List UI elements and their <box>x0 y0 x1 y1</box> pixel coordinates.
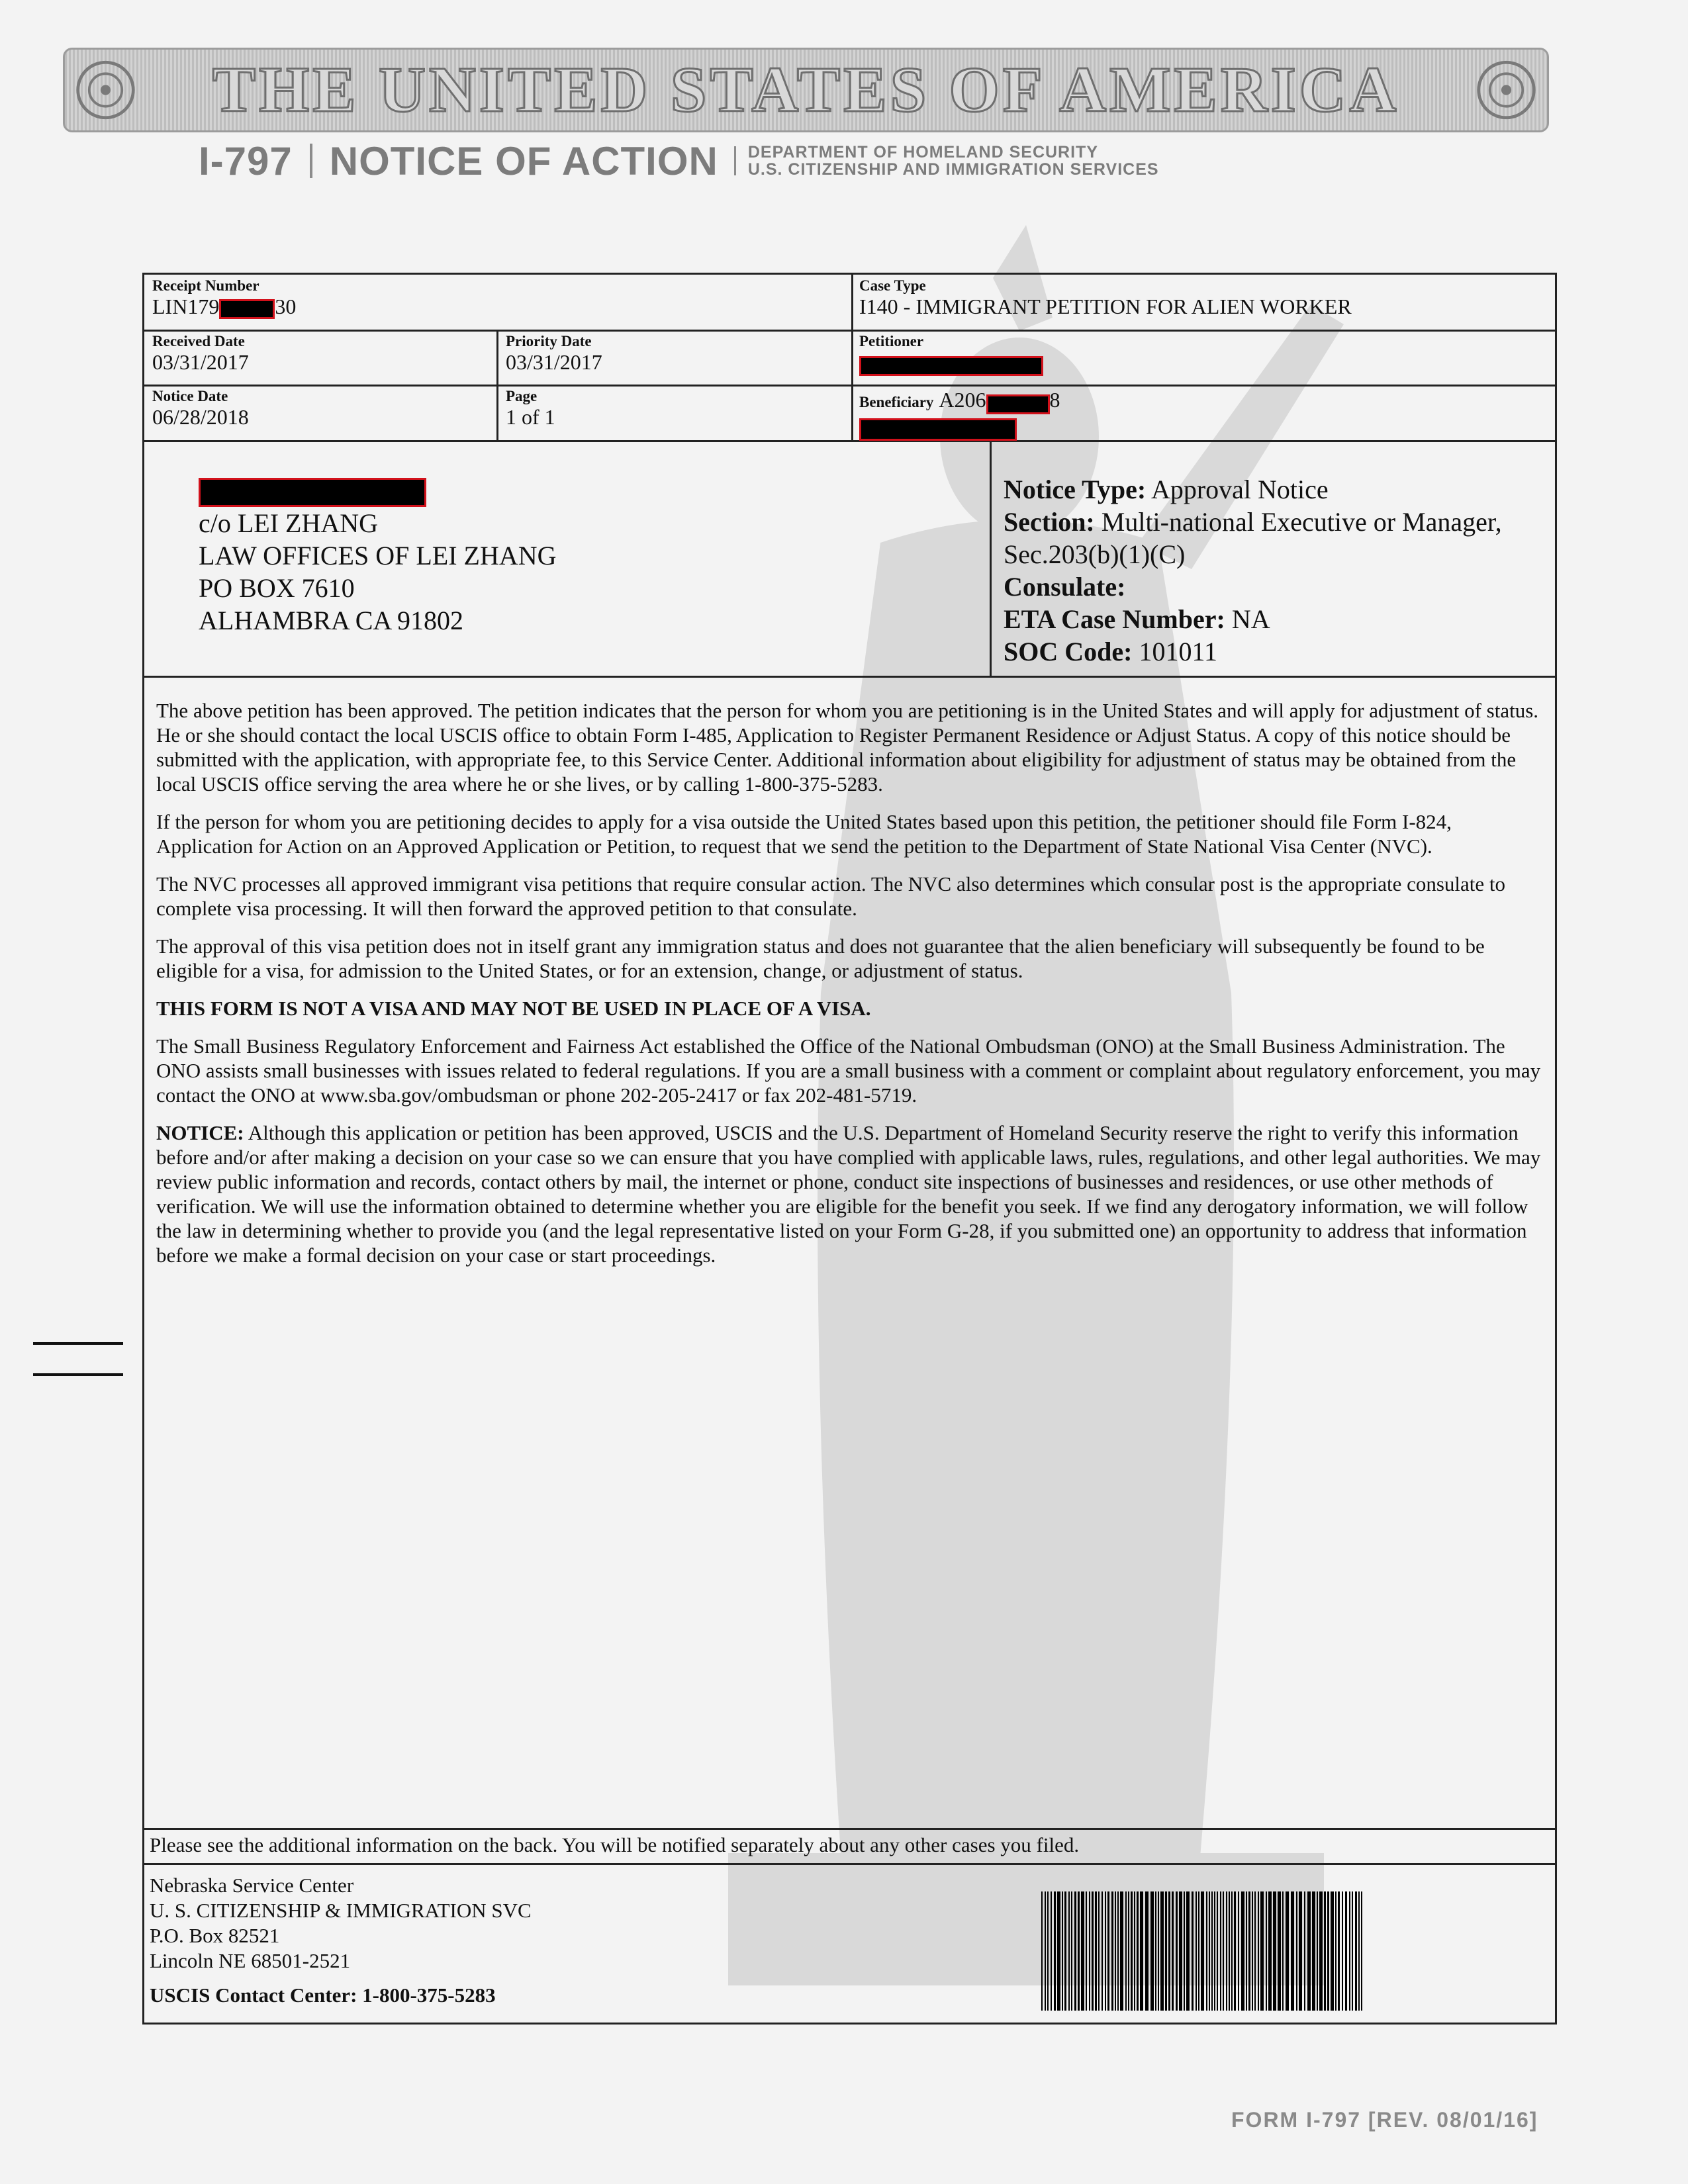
row-divider <box>144 1863 1555 1865</box>
address-line-4: ALHAMBRA CA 91802 <box>199 605 464 635</box>
priority-date-label: Priority Date <box>506 333 592 349</box>
redaction-bar <box>219 299 275 319</box>
receipt-suffix: 30 <box>275 295 297 318</box>
department-line-2: U.S. CITIZENSHIP AND IMMIGRATION SERVICES <box>747 160 1159 179</box>
col-divider <box>496 330 498 442</box>
redaction-bar <box>859 356 1043 376</box>
col-divider <box>990 440 992 678</box>
body-paragraph-4: The approval of this visa petition does not in itself grant any immigration status and does not guarantee that the alien beneficiary will subsequently be found to be eligible for a visa, for admission to the United States, or for an extension, change, or adjustment of status. <box>156 934 1485 982</box>
ornament-left-icon <box>74 59 137 122</box>
form-header <box>199 138 1159 184</box>
beneficiary-cell <box>859 388 1548 441</box>
additional-info: Please see the additional information on the back. You will be notified separately about any other cases you filed. <box>150 1833 1080 1856</box>
priority-date-cell <box>506 333 843 375</box>
notice-date-label: Notice Date <box>152 388 228 404</box>
header-divider-2 <box>734 146 736 175</box>
beneficiary-line <box>859 388 1548 414</box>
body-paragraph-2: If the person for whom you are petitioning decides to apply for a visa outside the United States based upon this petition, the petitioner should file Form I-824, Application for Action on an Approved Application or Petition, to request that we send the petition to the Department of State National Visa Center (NVC). <box>156 810 1452 858</box>
margin-mark <box>33 1373 123 1376</box>
row-divider <box>144 676 1555 678</box>
body-paragraph-6: The Small Business Regulatory Enforcement and Fairness Act established the Office of the National Ombudsman (ONO) at the Small Business Administration. The ONO assists small businesses with issues related to federal regulations. If you are a small business with a comment or complaint about regulatory enforcement, you may contact the ONO at www.sba.gov/ombudsman or phone 202-205-2417 or fax 202-481-5719. <box>156 1034 1541 1107</box>
eta-case-value: NA <box>1231 604 1270 634</box>
center-line-3: P.O. Box 82521 <box>150 1924 280 1947</box>
header-divider <box>310 144 312 178</box>
redaction-bar <box>986 394 1050 414</box>
form-title: NOTICE OF ACTION <box>329 138 718 183</box>
eta-case-label: ETA Case Number: <box>1004 604 1225 634</box>
beneficiary-prefix: A206 <box>939 388 986 412</box>
notice-type-label: Notice Type: <box>1004 475 1147 504</box>
center-line-1: Nebraska Service Center <box>150 1874 354 1897</box>
body-paragraph-1: The above petition has been approved. The petition indicates that the person for whom you are petitioning is in the United States and will apply for adjustment of status. He or she should contact the local USCIS office to obtain Form I-485, Application to Register Permanent Residence or Adjust Status. A copy of this notice should be submitted with the application, with appropriate fee, to this Service Center. Additional information about eligibility for adjustment of status may be obtained from the local USCIS office serving the area where he or she lives, or by calling 1-800-375-5283. <box>156 699 1539 796</box>
notice-body <box>156 698 1546 1281</box>
soc-code-value: 101011 <box>1139 637 1217 666</box>
page-value: 1 of 1 <box>506 405 555 429</box>
address-line-1: c/o LEI ZHANG <box>199 508 379 538</box>
case-type-value: I140 - IMMIGRANT PETITION FOR ALIEN WORKER <box>859 295 1352 318</box>
page-label: Page <box>506 388 538 404</box>
margin-mark <box>33 1342 123 1345</box>
body-paragraph-3: The NVC processes all approved immigrant visa petitions that require consular action. The NVC also determines which consular post is the appropriate consulate to complete visa processing. It will then forward the approved petition to that consulate. <box>156 872 1506 920</box>
department-block <box>748 144 1159 178</box>
banner-title: THE UNITED STATES OF AMERICA <box>212 54 1400 126</box>
form-revision: FORM I-797 [REV. 08/01/16] <box>1231 2108 1538 2132</box>
receipt-number-label: Receipt Number <box>152 277 259 294</box>
center-line-4: Lincoln NE 68501-2521 <box>150 1949 351 1972</box>
received-date-cell <box>152 333 490 375</box>
page-cell <box>506 388 843 430</box>
receipt-prefix: LIN179 <box>152 295 220 318</box>
form-number: I-797 <box>199 138 293 183</box>
contact-center: USCIS Contact Center: 1-800-375-5283 <box>150 1983 496 2007</box>
col-divider <box>851 275 853 442</box>
section-label: Section: <box>1004 507 1095 537</box>
notice-label: NOTICE: <box>156 1121 244 1144</box>
address-line-3: PO BOX 7610 <box>199 572 355 603</box>
redaction-bar <box>199 478 426 507</box>
notice-date-value: 06/28/2018 <box>152 405 249 429</box>
redaction-bar <box>859 418 1017 441</box>
received-date-value: 03/31/2017 <box>152 350 249 374</box>
body-paragraph-5: THIS FORM IS NOT A VISA AND MAY NOT BE USED IN PLACE OF A VISA. <box>156 997 871 1020</box>
barcode <box>1041 1891 1364 2011</box>
section-value: Multi-national Executive or Manager, <box>1101 507 1502 537</box>
consulate-label: Consulate: <box>1004 572 1126 602</box>
beneficiary-suffix: 8 <box>1049 388 1060 412</box>
section-value-2: Sec.203(b)(1)(C) <box>1004 539 1186 569</box>
notice-type-value: Approval Notice <box>1150 475 1329 504</box>
address-line-2: LAW OFFICES OF LEI ZHANG <box>199 540 557 570</box>
receipt-number-value <box>152 295 841 319</box>
receipt-number-cell <box>152 277 841 319</box>
service-center-address <box>150 1873 812 2008</box>
mailing-address <box>199 473 960 637</box>
body-paragraph-7 <box>156 1120 1546 1267</box>
priority-date-value: 03/31/2017 <box>506 350 602 374</box>
row-divider <box>144 1828 1555 1830</box>
case-type-cell <box>859 277 1548 319</box>
ornament-right-icon <box>1475 59 1538 122</box>
notice-form <box>142 273 1557 2025</box>
notice-date-cell <box>152 388 490 430</box>
notice-type-block <box>1004 473 1546 668</box>
row-divider <box>144 330 1555 332</box>
department-line-1: DEPARTMENT OF HOMELAND SECURITY <box>747 143 1099 161</box>
row-divider <box>144 385 1555 387</box>
petitioner-label: Petitioner <box>859 333 924 349</box>
soc-code-label: SOC Code: <box>1004 637 1133 666</box>
petitioner-cell <box>859 333 1548 376</box>
banner <box>63 48 1549 132</box>
case-type-label: Case Type <box>859 277 926 294</box>
notice-text: Although this application or petition has been approved, USCIS and the U.S. Department of Homeland Security reserve the right to verify this information before and/or after making a decision on your case so we can ensure that you have complied with applicable laws, rules, regulations, and other legal authorities. We may review public information and records, contact others by mail, the internet or phone, conduct site inspections of businesses and residences, or use other methods of verification. We will use the information obtained to determine whether you are eligible for the benefit you seek. If we find any derogatory information, we will follow the law in determining whether to provide you (and the legal representative listed on your Form G-28, if you submitted one) an opportunity to address that information before we make a formal decision on your case or start proceedings. <box>156 1121 1541 1267</box>
beneficiary-label: Beneficiary <box>859 394 934 410</box>
received-date-label: Received Date <box>152 333 245 349</box>
center-line-2: U. S. CITIZENSHIP & IMMIGRATION SVC <box>150 1899 532 1922</box>
